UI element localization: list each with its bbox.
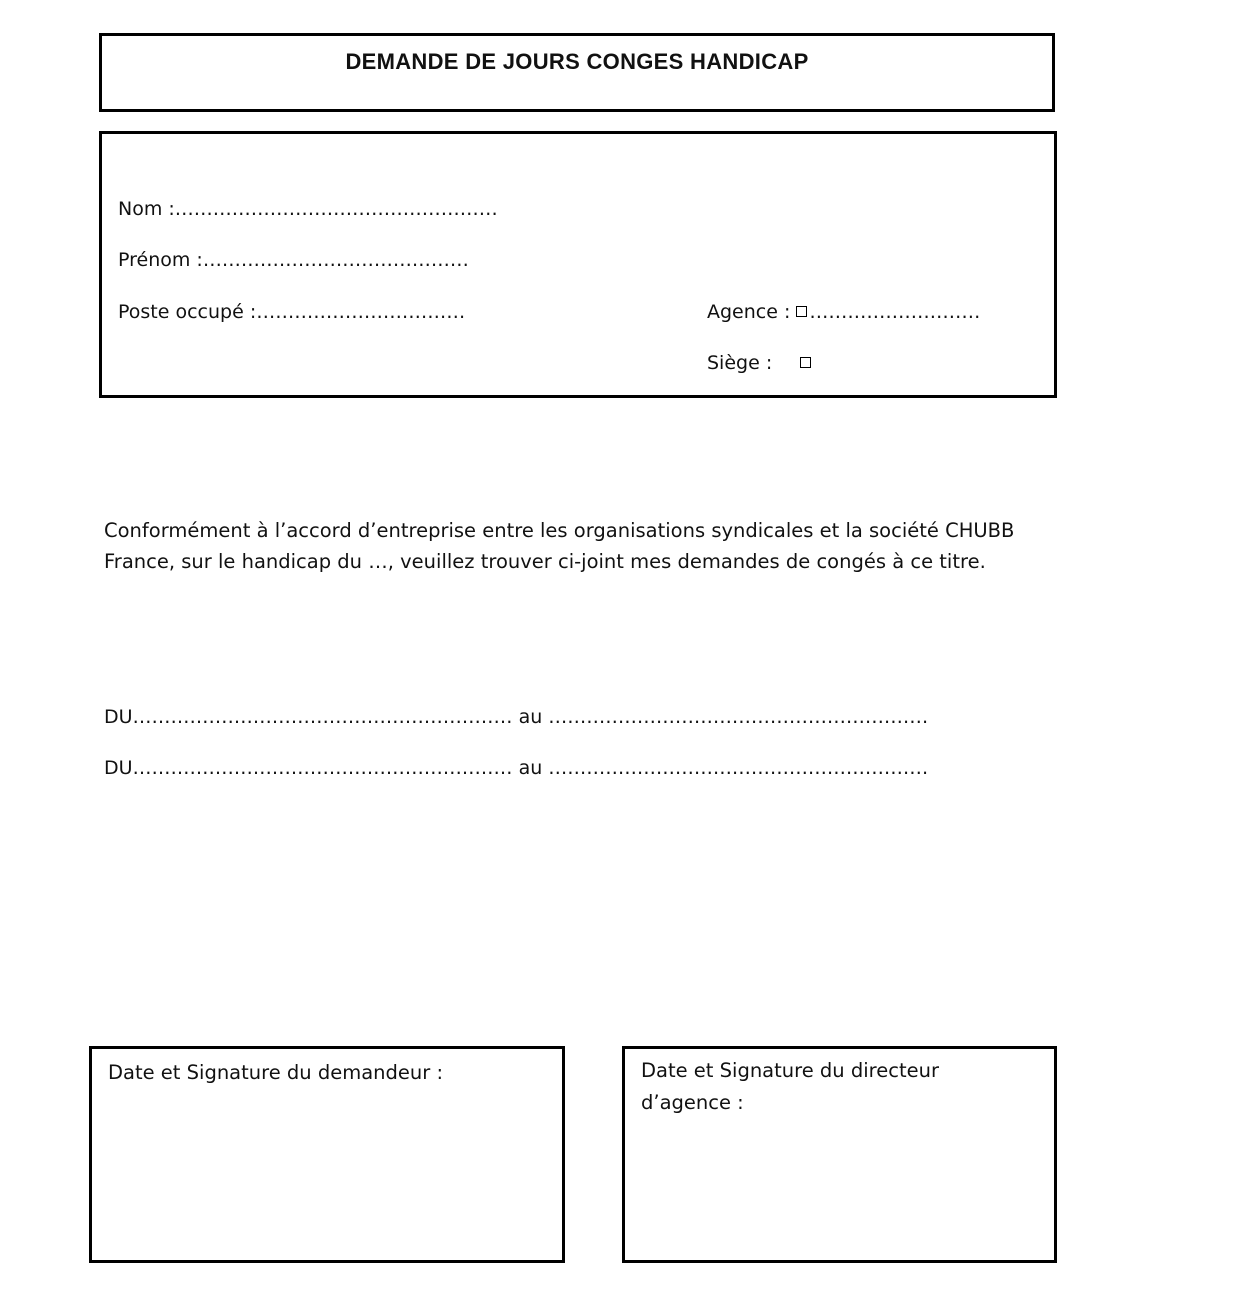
signature-label-demandeur: Date et Signature du demandeur : — [108, 1061, 444, 1084]
title-box — [99, 33, 1055, 112]
body-line-1: Conformément à l’accord d’entreprise entre les organisations syndicales et la société CHUBB — [104, 519, 1015, 542]
date-range-1[interactable]: DU…………………………………………………… au …………………………………………………… — [104, 706, 929, 728]
employee-info-box — [99, 131, 1057, 398]
page-title: DEMANDE DE JOURS CONGES HANDICAP — [345, 49, 809, 74]
signature-box-demandeur[interactable] — [89, 1046, 565, 1263]
signature-label-directeur-2: d’agence : — [641, 1091, 744, 1114]
agence-label: Agence : — [707, 301, 791, 323]
siege-checkbox[interactable] — [800, 357, 811, 368]
prenom-field[interactable]: Prénom :…………………………………… — [118, 249, 469, 271]
signature-box-directeur[interactable] — [622, 1046, 1057, 1263]
signature-label-directeur-1: Date et Signature du directeur — [641, 1059, 939, 1082]
agence-input[interactable]: ……………………… — [809, 301, 981, 323]
siege-label: Siège : — [707, 352, 773, 374]
nom-field[interactable]: Nom :…………………………………………… — [118, 198, 498, 220]
date-range-2[interactable]: DU…………………………………………………… au …………………………………………………… — [104, 757, 929, 779]
agence-field — [707, 300, 980, 324]
poste-field[interactable]: Poste occupé :…………………………… — [118, 301, 466, 323]
agence-checkbox[interactable] — [796, 306, 807, 317]
siege-field — [707, 351, 813, 375]
body-line-2: France, sur le handicap du …, veuillez trouver ci-joint mes demandes de congés à ce titre. — [104, 550, 986, 573]
